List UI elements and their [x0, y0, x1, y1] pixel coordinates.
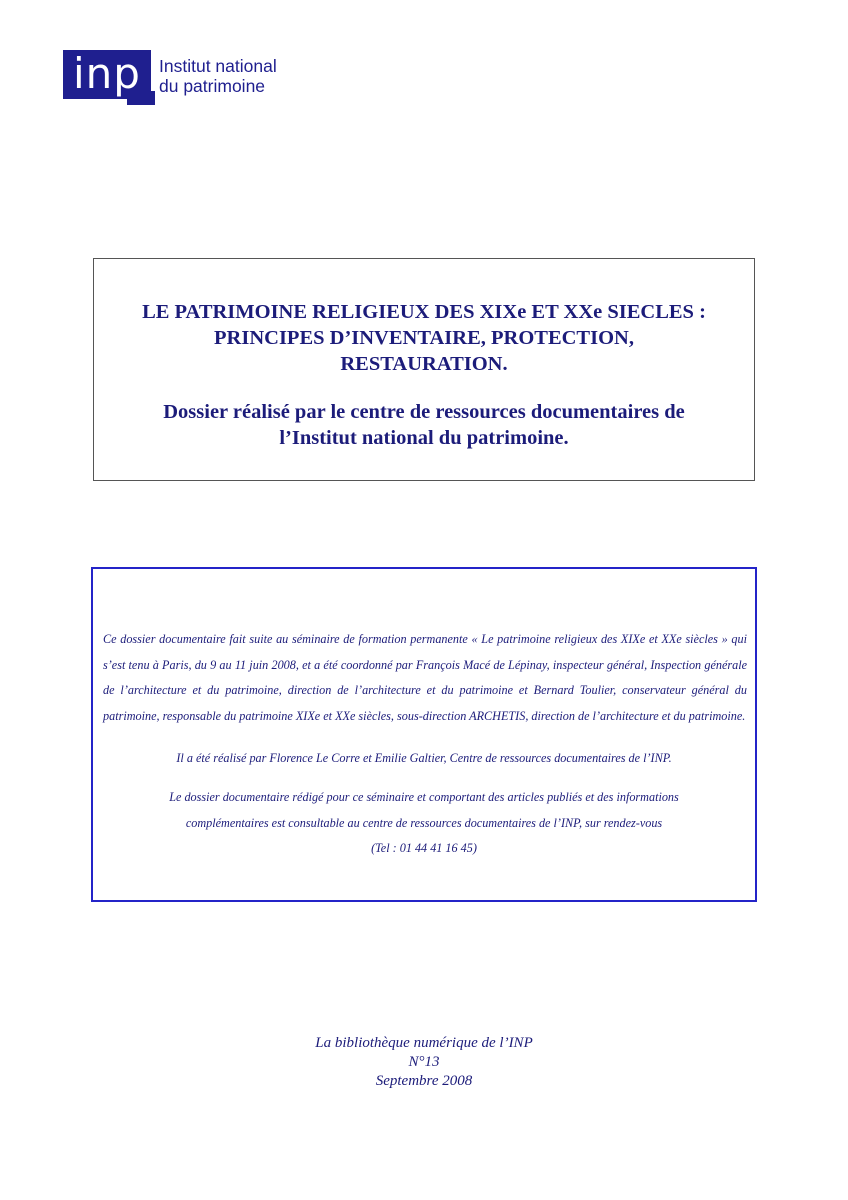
document-title — [94, 299, 754, 377]
footer — [0, 1034, 848, 1091]
title-line-2: PRINCIPES D’INVENTAIRE, PROTECTION, — [214, 327, 634, 349]
document-subtitle — [94, 399, 754, 451]
consultation-phone: (Tel : 01 44 41 16 45) — [371, 841, 477, 855]
footer-date: Septembre 2008 — [375, 1073, 473, 1089]
title-line-1: LE PATRIMOINE RELIGIEUX DES XIXe ET XXe SIECLES : — [142, 301, 706, 323]
logo-name — [159, 56, 277, 96]
footer-issue-number: N°13 — [408, 1054, 440, 1070]
footer-collection: La bibliothèque numérique de l’INP — [315, 1035, 533, 1051]
logo-mark — [63, 50, 151, 99]
logo-name-line2: du patrimoine — [159, 76, 266, 96]
consultation-line-1: Le dossier documentaire rédigé pour ce séminaire et comportant des articles publiés et des informations — [169, 790, 679, 804]
subtitle-line-1: Dossier réalisé par le centre de ressources documentaires de — [163, 401, 685, 423]
logo-name-line1: Institut national — [159, 56, 277, 76]
title-box — [93, 258, 755, 481]
consultation-line-2: complémentaires est consultable au centre de ressources documentaires de l’INP, sur rendez-vous — [185, 815, 663, 830]
info-paragraph-consultation — [103, 785, 745, 862]
logo-mark-text: inp — [73, 49, 141, 98]
info-paragraph-seminar: Ce dossier documentaire fait suite au séminaire de formation permanente « Le patrimoine religieux des XIXe et XXe siècles » qui s’est tenu à Paris, du 9 au 11 juin 2008, et a été coordonné par François Macé de Lépinay, inspecteur général, Inspection générale de l’architecture et du patrimoine, direction de l’architecture et du patrimoine et Bernard Toulier, conservateur général du patrimoine, responsable du patrimoine XIXe et XXe siècles, sous-direction ARCHETIS, direction de l’architecture et du patrimoine. — [103, 632, 747, 723]
subtitle-line-2: l’Institut national du patrimoine. — [279, 427, 569, 449]
info-paragraph-authors: Il a été réalisé par Florence Le Corre et Emilie Galtier, Centre de ressources documentaires de l’INP. — [176, 751, 672, 765]
title-line-3: RESTAURATION. — [340, 353, 508, 375]
info-box — [91, 567, 757, 902]
inp-logo — [63, 50, 277, 99]
